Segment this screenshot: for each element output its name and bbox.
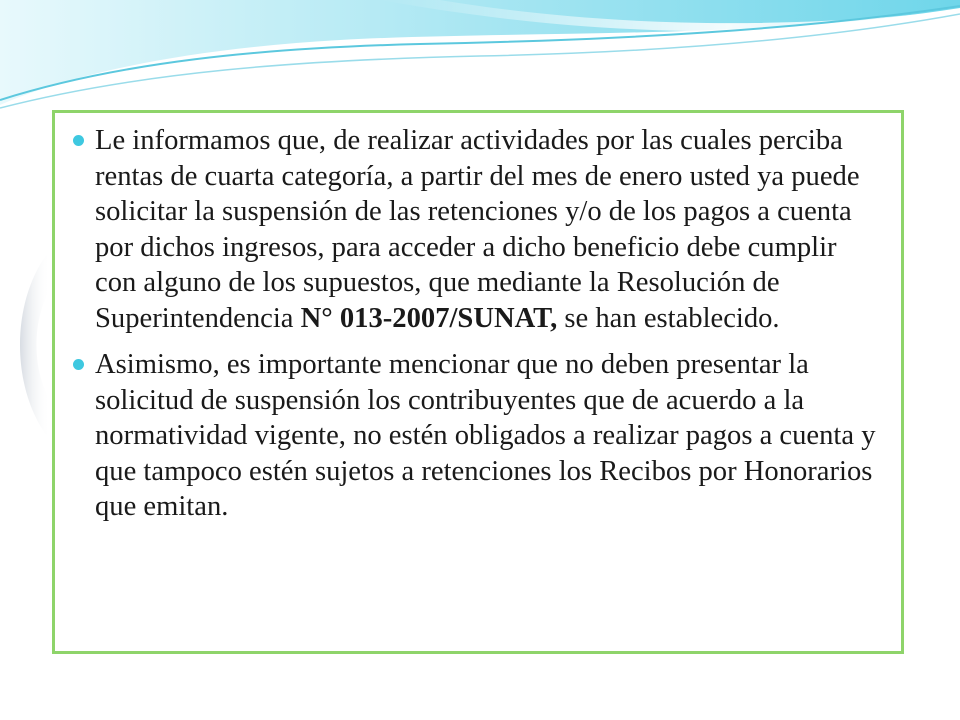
side-decoration [0,250,50,440]
paragraph-text-end: se han establecido. [557,302,780,334]
content-box [52,110,904,654]
bullet-item [73,347,881,525]
bullet-item [73,123,881,336]
resolution-number: N° 013-2007/SUNAT, [300,302,558,334]
bullet-dot-icon [73,359,84,370]
bullet-list [73,123,881,525]
top-wave-decoration [0,0,960,120]
paragraph-text: Asimismo, es importante mencionar que no deben presentar la solicitud de suspensión los contribuyentes que de acuerdo a la normatividad vigente, no estén obligados a realizar pagos a cuenta y que tampoco estén sujetos a retenciones los Recibos por Honorarios que emitan. [95,349,876,522]
bullet-dot-icon [73,135,84,146]
paragraph-text: Le informamos que, de realizar actividades por las cuales perciba rentas de cuarta categoría, a partir del mes de enero usted ya puede solicitar la suspensión de las retenciones y/o de los pagos a cuenta por dichos ingresos, para acceder a dicho beneficio debe cumplir con alguno de los supuestos, que mediante la Resolución de Superintendencia [95,125,860,334]
